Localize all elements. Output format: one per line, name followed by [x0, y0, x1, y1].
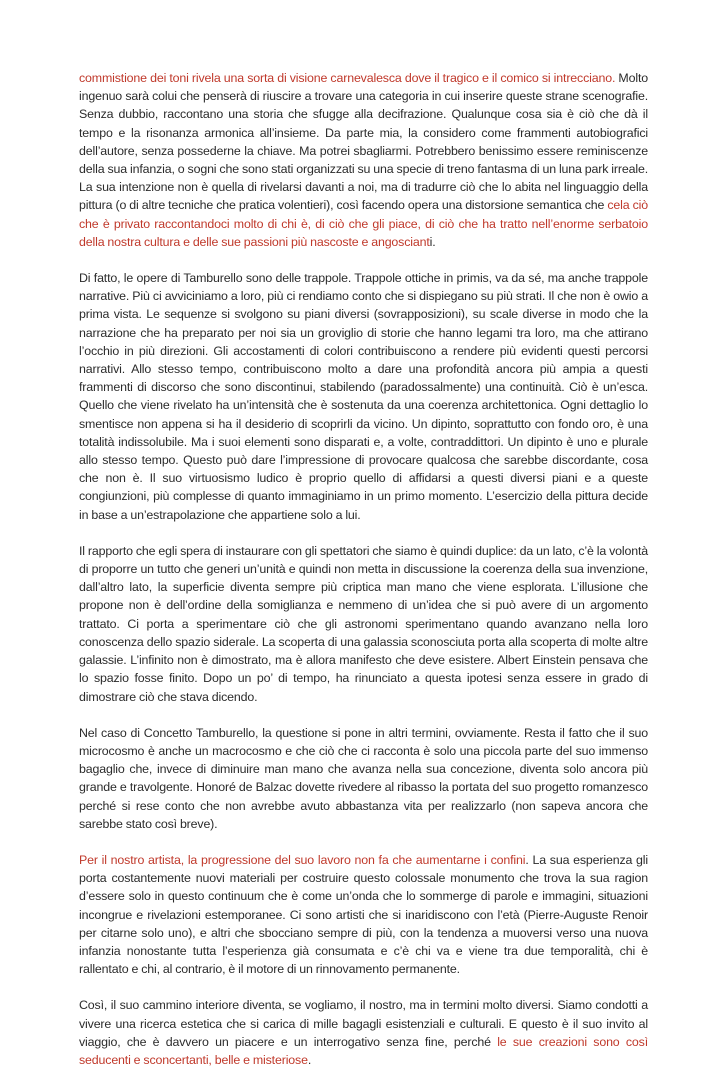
paragraph-2: [79, 269, 648, 524]
body-text: Il rapporto che egli spera di instaurare con gli spettatori che siamo è quindi duplice: da un lato, c’è la volontà di proporre un tutto che generi un’unità e quindi non metta in discussione la coerenza della sua invenzione, dall’altro lato, la superficie diventa sempre più criptica man mano che viene esplorata. L’illusione che propone non è dell’ordine della somiglianza e nemmeno di un’idea che si può avere di un argomento trattato. Ci porta a sperimentare ciò che gli astronomi sperimentano quando avanzano nella loro conoscenza dello spazio siderale. La scoperta di una galassia sconosciuta porta alla scoperta di molte altre galassie. L’infinito non è dimostrato, ma è allora manifesto che deve esistere. Albert Einstein pensava che lo spazio fosse finito. Dopo un po’ di tempo, ha rinunciato a questa ipotesi senza essere in grado di dimostrare ciò che stava dicendo.: [79, 543, 648, 704]
paragraph-4: [79, 724, 648, 833]
paragraph-5: [79, 851, 648, 978]
paragraph-3: [79, 542, 648, 706]
highlighted-text: Per il nostro artista, la progressione del suo lavoro non fa che aumentarne i confini: [79, 852, 526, 867]
paragraph-1: [79, 69, 648, 251]
document-page: [79, 69, 648, 1087]
highlighted-text: commistione dei toni rivela una sorta di visione carnevalesca dove il tragico e il comico si intrecciano.: [79, 71, 616, 85]
body-text: Nel caso di Concetto Tamburello, la questione si pone in altri termini, ovviamente. Resta il fatto che il suo microcosmo è anche un macrocosmo e che ciò che ci racconta è solo una piccola parte del suo immenso bagaglio che, invece di diminuire man mano che avanza nella sua concezione, diventa solo ancora più grande e travolgente. Honoré de Balzac dovette rivedere al ribasso la portata del suo progetto romanzesco perché si rese conto che non avrebbe avuto abbastanza vita per realizzarlo (non sapeva ancora che sarebbe stato così breve).: [79, 725, 648, 831]
body-text: i.: [429, 234, 436, 249]
body-text: .: [307, 1052, 312, 1067]
body-text: Molto ingenuo sarà colui che penserà di riuscire a trovare una categoria in cui inserire queste strane scenografie. Senza dubbio, raccontano una storia che sfugge alla decifrazione. Qualunque cosa sia è ciò che dà il tempo e la risonanza armonica all’insieme. Da parte mia, la considero come frammenti autobiografici dell’autore, senza possederne la chiave. Ma potrei sbagliarmi. Potrebbero benissimo essere reminiscenze della sua infanzia, o sogni che sono stati organizzati su una specie di treno fantasma di un luna park irreale. La sua intenzione non è quella di rivelarsi davanti a noi, ma di tradurre ciò che lo abita nel linguaggio della pittura (o di altre tecniche che pratica volentieri), così facendo opera una distorsione semantica che: [79, 71, 648, 213]
body-text: . La sua esperienza gli porta costantemente nuovi materiali per costruire questo colossale monumento che trova la sua ragion d’essere solo in questo continuum che è come un’onda che lo sommerge di parole e immagini, situazioni incongrue e rivelazioni estemporanee. Ci sono artisti che si inaridiscono con l’età (Pierre-Auguste Renoir per citarne solo uno), e altri che sbocciano sempre di più, con la tendenza a muoversi verso una nuova infanzia nonostante tutta l’esperienza già consumata e c’è chi va e viene tra due temporalità, chi è rallentato e chi, al contrario, è il motore di un rinnovamento permanente.: [79, 852, 648, 977]
body-text: Di fatto, le opere di Tamburello sono delle trappole. Trappole ottiche in primis, va da sé, ma anche trappole narrative. Più ci avviciniamo a loro, più ci rendiamo conto che si dispiegano su più strati. Il che non è owio a prima vista. Le sequenze si svolgono su piani diversi (sovrapposizioni), su scale diverse in modo che la narrazione che ha preparato per noi sia un groviglio di storie che hanno legami tra loro, ma che attirano l’occhio in più direzioni. Gli accostamenti di colori contribuiscono a rendere più evidenti questi percorsi narrativi. Allo stesso tempo, contribuiscono molto a dare una profondità ancora più ampia a questi frammenti di discorso che sono discontinui, stabilendo (paradossalmente) una continuità. Ciò è un’esca. Quello che viene rivelato ha un’intensità che è sostenuta da una coerenza architettonica. Ogni dettaglio lo smentisce non appena si ha il desiderio di scoprirli da vicino. Un dipinto, soprattutto con fondo oro, è una totalità indissolubile. Ma i suoi elementi sono disparati e, a volte, contraddittori. Un dipinto è uno e plurale allo stesso tempo. Questo può dare l’impressione di provocare qualcosa che sarebbe discordante, cosa che non è. Il suo virtuosismo ludico è proprio quello di affidarsi a questi diversi piani e a queste congiunzioni, più complesse di quanto immaginiamo in un primo momento. L’esercizio della pittura decide in base a un’estrapolazione che appartiene solo a lui.: [79, 271, 648, 522]
highlighted-text: cela ciò che è privato raccontandoci molto di chi è, di ciò che gli piace, di ciò che ha tratto nell’enorme serbatoio della nostra cultura e delle sue passioni più nascoste e angosciant: [79, 198, 649, 249]
paragraph-6: [79, 996, 648, 1069]
body-text: Così, il suo cammino interiore diventa, se vogliamo, il nostro, ma in termini molto diversi. Siamo condotti a vivere una ricerca estetica che si carica di mille bagagli esistenziali e culturali. E questo è il suo invito al viaggio, che è davvero un piacere e un interrogativo senza fine, perché: [79, 998, 648, 1049]
highlighted-text: le sue creazioni sono così seducenti e sconcertanti, belle e misteriose: [79, 1034, 648, 1067]
